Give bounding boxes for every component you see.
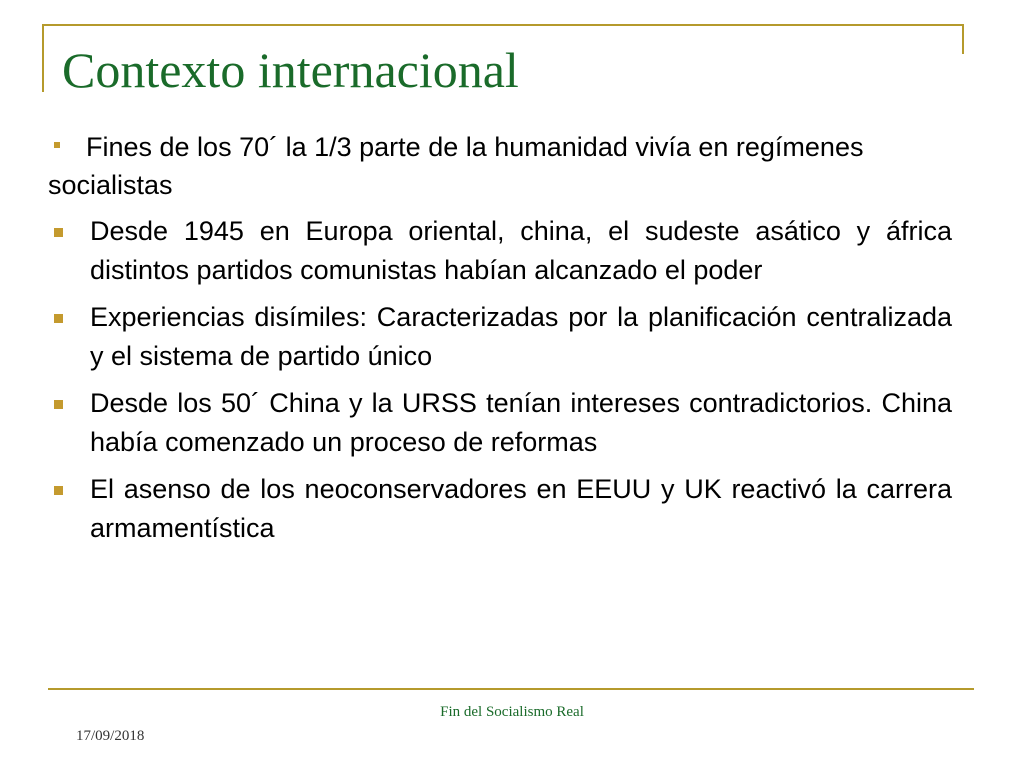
intro-text: Fines de los 70´ la 1/3 parte de la humanidad vivía en regímenes socialistas	[48, 132, 864, 200]
frame-left-line	[42, 24, 44, 92]
square-bullet-icon	[54, 228, 63, 237]
footer-line	[48, 688, 974, 690]
slide-content	[48, 128, 952, 556]
list-item	[48, 470, 952, 548]
list-item-text: Desde los 50´ China y la URSS tenían intereses contradictorios. China había comenzado un proceso de reformas	[90, 388, 952, 457]
slide-title: Contexto internacional	[62, 42, 519, 98]
list-item-text: Experiencias disímiles: Caracterizadas por la planificación centralizada y el sistema de partido único	[90, 302, 952, 371]
frame-right-line	[962, 24, 964, 54]
bullet-list	[48, 212, 952, 548]
square-bullet-icon	[54, 314, 63, 323]
square-bullet-icon	[54, 400, 63, 409]
list-item-text: Desde 1945 en Europa oriental, china, el sudeste asático y áfrica distintos partidos comunistas habían alcanzado el poder	[90, 216, 952, 285]
list-item	[48, 212, 952, 290]
list-item-text: El asenso de los neoconservadores en EEUU y UK reactivó la carrera armamentística	[90, 474, 952, 543]
footer-date: 17/09/2018	[76, 728, 145, 744]
list-item	[48, 298, 952, 376]
list-item	[48, 384, 952, 462]
small-square-bullet-icon	[54, 142, 60, 148]
footer-title: Fin del Socialismo Real	[440, 704, 584, 720]
frame-top-line	[42, 24, 964, 26]
intro-paragraph	[48, 128, 952, 204]
square-bullet-icon	[54, 486, 63, 495]
